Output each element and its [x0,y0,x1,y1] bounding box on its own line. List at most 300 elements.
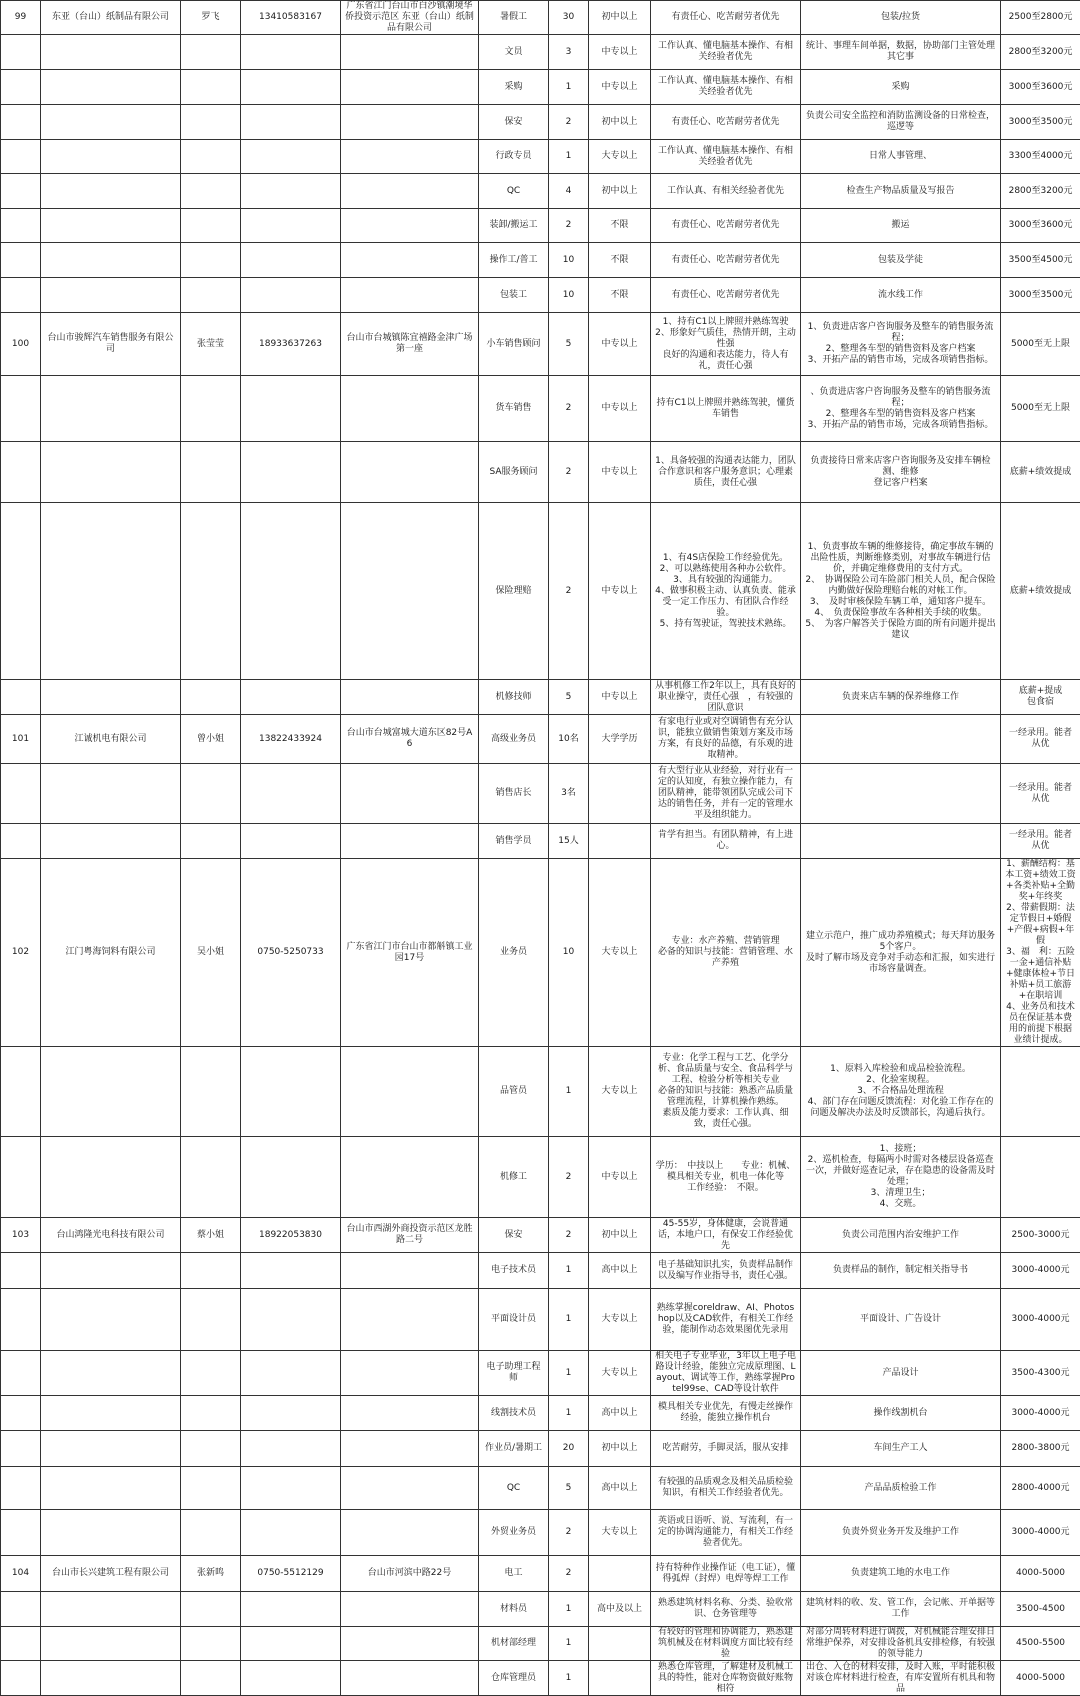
cell-contact-person [181,1137,241,1218]
cell-company-name [41,1289,181,1351]
cell-education-requirement: 大专以上 [589,140,651,174]
cell-job-position: 保安 [479,1218,549,1253]
cell-job-duties: 负责外贸业务开发及维护工作 [801,1510,1001,1556]
table-row [1,1,1080,35]
table-row [1,140,1080,174]
cell-row-number [1,1289,41,1351]
cell-company-address: 台山市台城富城大道东区82号A6 [341,715,479,764]
cell-salary-range: 2500-3000元 [1001,1218,1080,1253]
table-row [1,1556,1080,1592]
table-row [1,442,1080,503]
cell-contact-phone: 13822433924 [241,715,341,764]
cell-company-name [41,1627,181,1661]
cell-job-position: 高级业务员 [479,715,549,764]
cell-contact-phone [241,503,341,680]
cell-education-requirement [589,1556,651,1592]
table-row [1,715,1080,764]
cell-company-name [41,764,181,824]
cell-row-number [1,35,41,70]
cell-company-address: 台山市西湖外商投资示范区龙胜路二号 [341,1218,479,1253]
cell-job-requirements: 工作认真、懂电脑基本操作、有相关经验者优先 [651,35,801,70]
cell-contact-phone [241,376,341,442]
cell-company-address [341,1467,479,1510]
cell-job-requirements: 有责任心、吃苦耐劳者优先 [651,105,801,140]
cell-hiring-count: 3 [549,35,589,70]
cell-job-position: 业务员 [479,859,549,1047]
cell-company-name: 江诚机电有限公司 [41,715,181,764]
cell-company-name [41,1431,181,1467]
cell-contact-phone [241,1661,341,1696]
cell-hiring-count: 10 [549,859,589,1047]
cell-job-requirements: 工作认真、懂电脑基本操作、有相关经验者优先 [651,140,801,174]
table-row [1,1218,1080,1253]
cell-company-name: 台山市长兴建筑工程有限公司 [41,1556,181,1592]
cell-job-position: 外贸业务员 [479,1510,549,1556]
cell-job-position: 货车销售 [479,376,549,442]
cell-contact-person [181,1253,241,1289]
cell-hiring-count: 1 [549,1396,589,1431]
cell-job-requirements: 有大型行业从业经验，对行业有一定的认知度，有独立操作能力，有团队精神，能带领团队完成公司下达的销售任务，并有一定的管理水平及组织能力。 [651,764,801,824]
cell-salary-range: 底薪+提成 包食宿 [1001,680,1080,715]
cell-job-duties: 负责样品的制作，制定相关指导书 [801,1253,1001,1289]
cell-job-duties [801,824,1001,859]
cell-row-number [1,503,41,680]
cell-salary-range: 底薪+绩效提成 [1001,442,1080,503]
cell-job-requirements: 有责任心、吃苦耐劳者优先 [651,243,801,278]
table-row [1,278,1080,313]
cell-contact-person [181,105,241,140]
cell-education-requirement: 初中以上 [589,1218,651,1253]
cell-job-requirements: 有责任心、吃苦耐劳者优先 [651,1,801,35]
cell-job-duties: 日常人事管理、 [801,140,1001,174]
cell-education-requirement: 中专以上 [589,376,651,442]
cell-row-number [1,1510,41,1556]
cell-company-address [341,1137,479,1218]
cell-company-address [341,209,479,243]
table-row [1,1047,1080,1137]
cell-salary-range: 3000至3600元 [1001,70,1080,105]
cell-contact-person [181,70,241,105]
cell-contact-person [181,1592,241,1627]
cell-contact-phone [241,1047,341,1137]
cell-company-address [341,503,479,680]
cell-row-number [1,209,41,243]
cell-contact-person [181,376,241,442]
cell-company-address [341,1047,479,1137]
table-row [1,1627,1080,1661]
cell-contact-phone [241,1253,341,1289]
cell-job-requirements: 工作认真、懂电脑基本操作、有相关经验者优先 [651,70,801,105]
cell-company-name [41,1351,181,1396]
cell-education-requirement: 大专以上 [589,1351,651,1396]
cell-job-position: 机修技师 [479,680,549,715]
cell-job-duties: 负责公司安全监控和消防监测设备的日常检查，巡逻等 [801,105,1001,140]
cell-job-requirements: 熟悉仓库管理，了解建材及机械工具的特性，能对仓库物资做好账物相符 [651,1661,801,1696]
cell-job-duties: 搬运 [801,209,1001,243]
cell-job-duties: 流水线工作 [801,278,1001,313]
cell-contact-phone [241,1467,341,1510]
cell-salary-range: 一经录用。能者从优 [1001,764,1080,824]
cell-row-number [1,1253,41,1289]
cell-contact-person [181,35,241,70]
cell-salary-range: 5000至无上限 [1001,376,1080,442]
cell-education-requirement: 大专以上 [589,859,651,1047]
cell-salary-range: 2500至2800元 [1001,1,1080,35]
cell-company-name: 台山市骏辉汽车销售服务有限公司 [41,313,181,376]
cell-contact-phone [241,105,341,140]
cell-row-number [1,376,41,442]
cell-job-requirements: 学历： 中技以上 专业：机械、模具相关专业，机电一体化等 工作经验： 不限。 [651,1137,801,1218]
cell-job-position: 销售店长 [479,764,549,824]
table-row [1,376,1080,442]
cell-contact-person [181,1661,241,1696]
cell-job-position: 作业员/暑期工 [479,1431,549,1467]
cell-job-requirements: 有家电行业或对空调销售有充分认识，能独立做销售策划方案及市场方案，有良好的品德，有乐观的进取精神。 [651,715,801,764]
cell-company-name [41,70,181,105]
cell-contact-person [181,503,241,680]
cell-job-position: 机修工 [479,1137,549,1218]
cell-job-position: 文员 [479,35,549,70]
cell-contact-person: 罗飞 [181,1,241,35]
cell-job-requirements: 45-55岁，身体健康，会说普通话，本地户口，有保安工作经验优先 [651,1218,801,1253]
cell-company-name [41,1592,181,1627]
cell-company-address [341,1510,479,1556]
cell-company-name [41,680,181,715]
cell-contact-phone [241,1351,341,1396]
cell-education-requirement [589,764,651,824]
cell-company-address: 广东省江门台山市白沙镇潮境华侨投资示范区 东亚（台山）纸制品有限公司 [341,1,479,35]
cell-contact-person [181,1396,241,1431]
cell-contact-phone [241,174,341,209]
cell-row-number [1,1627,41,1661]
cell-salary-range: 4500-5500 [1001,1627,1080,1661]
cell-hiring-count: 2 [549,1510,589,1556]
cell-row-number [1,1047,41,1137]
cell-contact-phone: 18933637263 [241,313,341,376]
cell-company-address [341,1661,479,1696]
table-row [1,1396,1080,1431]
cell-job-requirements: 1、持有C1以上牌照并熟练驾驶 2、形象好气质佳，热情开朗，主动性强 良好的沟通和表达能力，待人有礼，责任心强 [651,313,801,376]
cell-job-duties: 产品设计 [801,1351,1001,1396]
cell-hiring-count: 2 [549,1137,589,1218]
cell-education-requirement [589,1661,651,1696]
cell-company-address [341,105,479,140]
cell-contact-phone [241,1627,341,1661]
cell-education-requirement: 初中以上 [589,105,651,140]
cell-contact-person [181,140,241,174]
cell-contact-person [181,1510,241,1556]
cell-job-position: 平面设计员 [479,1289,549,1351]
cell-salary-range: 4000-5000 [1001,1556,1080,1592]
cell-salary-range: 3000-4000元 [1001,1396,1080,1431]
cell-job-position: 包装工 [479,278,549,313]
cell-education-requirement: 大专以上 [589,1510,651,1556]
cell-row-number [1,70,41,105]
cell-salary-range: 3000至3500元 [1001,105,1080,140]
cell-job-requirements: 有较强的品质观念及相关品质检验知识，有相关工作经验者优先。 [651,1467,801,1510]
cell-hiring-count: 2 [549,209,589,243]
table-row [1,764,1080,824]
cell-salary-range: 一经录用。能者从优 [1001,824,1080,859]
cell-hiring-count: 2 [549,1556,589,1592]
cell-contact-person [181,1431,241,1467]
cell-job-position: QC [479,1467,549,1510]
cell-education-requirement: 不限 [589,209,651,243]
cell-contact-phone [241,1510,341,1556]
cell-salary-range: 一经录用。能者从优 [1001,715,1080,764]
table-row [1,209,1080,243]
cell-job-duties: 1、负责进店客户咨询服务及整车的销售服务流程； 2、整理各车型的销售资料及客户档案 3、开拓产品的销售市场，完成各项销售指标。 [801,313,1001,376]
cell-salary-range [1001,1137,1080,1218]
cell-company-name [41,209,181,243]
cell-job-requirements: 1、具备较强的沟通表达能力，团队合作意识和客户服务意识；心理素质佳，责任心强 [651,442,801,503]
table-row [1,1592,1080,1627]
cell-company-name [41,174,181,209]
cell-job-duties: 车间生产工人 [801,1431,1001,1467]
cell-contact-phone [241,243,341,278]
cell-job-duties: 统计、事理车间单据，数据，协助部门主管处理其它事 [801,35,1001,70]
cell-company-address [341,243,479,278]
cell-salary-range: 5000至无上限 [1001,313,1080,376]
cell-job-requirements: 相关电子专业毕业，3年以上电子电路设计经验，能独立完成原理图、Layout、调试等工作，熟练掌握Protel99se、CAD等设计软件 [651,1351,801,1396]
cell-job-duties: 1、负责事故车辆的维修接待，确定事故车辆的出险性质，判断维修类别，对事故车辆进行估价，并确定维修费用的支付方式。 2、 协调保险公司车险部门相关人员，配合保险内勤做好保险理赔台帐的对帐工作。 3、 及时审核保险车辆工单，通知客户提车。 4、 负责保险事故车各种相关手续的收集。 5、 为客户解答关于保险方面的所有问题并提出建议 [801,503,1001,680]
cell-contact-person [181,1627,241,1661]
cell-salary-range: 3000至3600元 [1001,209,1080,243]
cell-hiring-count: 15人 [549,824,589,859]
cell-row-number [1,243,41,278]
table-row [1,680,1080,715]
cell-salary-range: 3000至3500元 [1001,278,1080,313]
cell-company-name [41,376,181,442]
cell-job-requirements: 熟练掌握coreldraw、AI、Photoshop以及CAD软件，有相关工作经验，能制作动态效果图优先录用 [651,1289,801,1351]
table-row [1,1510,1080,1556]
cell-company-address [341,764,479,824]
cell-job-requirements: 专业：化学工程与工艺、化学分析、食品质量与安全、食品科学与工程、检验分析等相关专业 必备的知识与技能：熟悉产品质量管理流程，计算机操作熟练。 素质及能力要求：工作认真、细致，责任心强。 [651,1047,801,1137]
cell-salary-range: 4000-5000 [1001,1661,1080,1696]
cell-salary-range: 2800-4000元 [1001,1467,1080,1510]
cell-job-duties: 负责来店车辆的保养维修工作 [801,680,1001,715]
cell-company-name [41,442,181,503]
cell-company-address [341,70,479,105]
cell-company-name [41,1253,181,1289]
cell-contact-person [181,1289,241,1351]
cell-job-duties: 检查生产物品质量及写报告 [801,174,1001,209]
cell-contact-person: 张新鸣 [181,1556,241,1592]
cell-row-number: 101 [1,715,41,764]
cell-contact-phone [241,35,341,70]
cell-education-requirement: 大专以上 [589,1289,651,1351]
cell-education-requirement: 中专以上 [589,503,651,680]
cell-company-address: 台山市台城镇陈宜禧路金津广场第一座 [341,313,479,376]
cell-row-number: 102 [1,859,41,1047]
cell-company-name [41,105,181,140]
cell-salary-range: 底薪+绩效提成 [1001,503,1080,680]
cell-row-number [1,680,41,715]
cell-job-position: 采购 [479,70,549,105]
cell-education-requirement: 中专以上 [589,442,651,503]
cell-job-requirements: 有责任心、吃苦耐劳者优先 [651,209,801,243]
cell-job-duties: 包装及学徒 [801,243,1001,278]
cell-job-position: 品管员 [479,1047,549,1137]
cell-job-duties: 产品品质检验工作 [801,1467,1001,1510]
cell-hiring-count: 1 [549,1627,589,1661]
cell-company-address [341,824,479,859]
cell-job-duties: 1、原料入库检验和成品检验流程。 2、化验室规程。 3、不合格品处理流程 4、部门存在问题反馈流程：对化验工作存在的问题及解决办法及时反馈部长，沟通后执行。 [801,1047,1001,1137]
cell-salary-range: 2800-3800元 [1001,1431,1080,1467]
cell-contact-phone: 13410583167 [241,1,341,35]
cell-contact-phone [241,1137,341,1218]
cell-education-requirement: 大学学历 [589,715,651,764]
cell-job-duties: 负责接待日常来店客户咨询服务及安排车辆检测、维修 登记客户档案 [801,442,1001,503]
cell-company-name: 江门粤海饲料有限公司 [41,859,181,1047]
cell-contact-person [181,1047,241,1137]
cell-contact-phone [241,209,341,243]
cell-education-requirement: 初中以上 [589,1,651,35]
cell-job-position: 销售学员 [479,824,549,859]
cell-education-requirement: 中专以上 [589,1137,651,1218]
cell-row-number [1,1351,41,1396]
cell-job-duties: 1、接班； 2、巡机检查，每隔两小时需对各楼层设备巡查一次，并做好巡查记录，存在隐患的设备需及时处理； 3、清理卫生； 4、交班。 [801,1137,1001,1218]
cell-hiring-count: 1 [549,1592,589,1627]
cell-education-requirement: 中专以上 [589,680,651,715]
cell-contact-person [181,243,241,278]
cell-job-duties: 建立示范户，推广成功养殖模式；每天拜访服务5个客户。 及时了解市场及竞争对手动态和汇报，如实进行市场容量调查。 [801,859,1001,1047]
cell-hiring-count: 5 [549,313,589,376]
cell-contact-person: 曾小姐 [181,715,241,764]
cell-education-requirement: 初中以上 [589,1431,651,1467]
cell-contact-phone [241,1289,341,1351]
cell-salary-range: 1、薪酬结构：基本工资+绩效工资+各类补贴+全勤奖+年终奖 2、带薪假期：法定节假日+婚假+产假+病假+年假 3、福 利：五险一金+通信补贴+健康体检+节日补贴+员工旅游+在职培训 4、业务员和技术员在保证基本费用的前提下根据业绩计提成。 [1001,859,1080,1047]
cell-hiring-count: 2 [549,376,589,442]
cell-contact-phone [241,70,341,105]
cell-job-duties: 建筑材料的收、发、管工作，会记帐、开单据等工作 [801,1592,1001,1627]
cell-job-position: 行政专员 [479,140,549,174]
cell-salary-range: 3300至4000元 [1001,140,1080,174]
table-row [1,105,1080,140]
cell-hiring-count: 30 [549,1,589,35]
cell-job-requirements: 电子基础知识扎实，负责样品制作以及编写作业指导书，责任心强。 [651,1253,801,1289]
cell-company-address [341,174,479,209]
cell-contact-person [181,764,241,824]
cell-job-position: 保险理赔 [479,503,549,680]
cell-job-duties: 出仓、入仓的材料安排，及时入账，平时能积极对该仓库材料进行检查，有库安置所有机具和物品 [801,1661,1001,1696]
cell-row-number [1,174,41,209]
cell-contact-phone [241,1431,341,1467]
cell-company-name: 台山鸿隆光电科技有限公司 [41,1218,181,1253]
cell-row-number: 100 [1,313,41,376]
cell-hiring-count: 4 [549,174,589,209]
table-row [1,35,1080,70]
cell-education-requirement: 高中以上 [589,1396,651,1431]
cell-job-requirements: 持有特种作业操作证（电工证），懂得弧焊（封焊）电焊等焊工工作 [651,1556,801,1592]
cell-hiring-count: 2 [549,503,589,680]
table-row [1,1137,1080,1218]
cell-education-requirement: 初中以上 [589,174,651,209]
cell-contact-phone [241,680,341,715]
cell-job-requirements: 持有C1以上牌照并熟练驾驶，懂货车销售 [651,376,801,442]
cell-company-address [341,278,479,313]
cell-job-requirements: 英语或日语听、说、写流利，有一定的协调沟通能力，有相关工作经验者优先。 [651,1510,801,1556]
cell-education-requirement: 中专以上 [589,70,651,105]
cell-education-requirement [589,1627,651,1661]
cell-company-name [41,35,181,70]
table-row [1,1467,1080,1510]
cell-hiring-count: 2 [549,1218,589,1253]
cell-job-position: 暑假工 [479,1,549,35]
cell-contact-person: 蔡小姐 [181,1218,241,1253]
cell-job-position: SA服务顾问 [479,442,549,503]
cell-row-number: 104 [1,1556,41,1592]
cell-job-duties: 对部分周转材料进行调拨，对机械能合理安排日常维护保养，对安排设备机具安排检修，有较强的领导能力 [801,1627,1001,1661]
cell-hiring-count: 1 [549,1661,589,1696]
cell-company-address [341,1289,479,1351]
cell-company-name [41,1396,181,1431]
cell-contact-person [181,1351,241,1396]
cell-job-position: 线割技术员 [479,1396,549,1431]
cell-salary-range: 3500-4300元 [1001,1351,1080,1396]
cell-company-address [341,1592,479,1627]
cell-company-name [41,824,181,859]
table-body [1,1,1080,1696]
table-row [1,243,1080,278]
cell-company-address [341,1627,479,1661]
cell-hiring-count: 1 [549,1289,589,1351]
cell-company-name [41,140,181,174]
cell-salary-range [1001,1047,1080,1137]
cell-job-position: 小车销售顾问 [479,313,549,376]
cell-job-requirements: 有较好的管理和协调能力，熟悉建筑机械及在材料调度方面比较有经验 [651,1627,801,1661]
cell-contact-phone [241,278,341,313]
cell-hiring-count: 1 [549,70,589,105]
cell-job-duties: 包装/拉货 [801,1,1001,35]
cell-job-duties: 负责建筑工地的水电工作 [801,1556,1001,1592]
cell-hiring-count: 1 [549,1047,589,1137]
cell-job-requirements: 模具相关专业优先，有慢走丝操作经验，能独立操作机台 [651,1396,801,1431]
cell-row-number [1,1137,41,1218]
cell-row-number [1,140,41,174]
cell-hiring-count: 2 [549,442,589,503]
cell-hiring-count: 2 [549,105,589,140]
cell-salary-range: 3000-4000元 [1001,1289,1080,1351]
cell-job-position: 操作工/普工 [479,243,549,278]
cell-job-position: 电子技术员 [479,1253,549,1289]
cell-hiring-count: 10 [549,278,589,313]
cell-salary-range: 2800至3200元 [1001,174,1080,209]
cell-contact-person [181,174,241,209]
cell-contact-phone [241,442,341,503]
cell-education-requirement: 高中及以上 [589,1592,651,1627]
cell-row-number [1,105,41,140]
cell-contact-person: 张莹莹 [181,313,241,376]
cell-salary-range: 3000-4000元 [1001,1253,1080,1289]
cell-row-number [1,1467,41,1510]
cell-company-address [341,442,479,503]
cell-job-duties [801,715,1001,764]
cell-company-name [41,503,181,680]
cell-contact-person [181,209,241,243]
cell-hiring-count: 3名 [549,764,589,824]
cell-row-number [1,1592,41,1627]
cell-hiring-count: 1 [549,1253,589,1289]
cell-job-requirements: 有责任心、吃苦耐劳者优先 [651,278,801,313]
cell-job-position: 仓库管理员 [479,1661,549,1696]
cell-education-requirement: 高中以上 [589,1467,651,1510]
cell-row-number [1,442,41,503]
cell-company-address [341,35,479,70]
cell-salary-range: 3500至4500元 [1001,243,1080,278]
cell-salary-range: 2800至3200元 [1001,35,1080,70]
cell-company-name [41,1510,181,1556]
